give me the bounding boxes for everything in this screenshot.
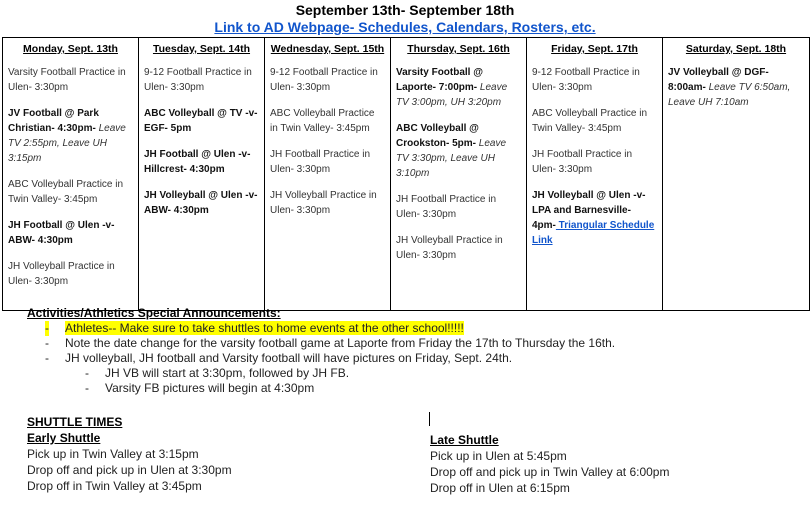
schedule-event bbox=[270, 65, 385, 95]
early-shuttle-section bbox=[27, 414, 232, 494]
schedule-event bbox=[396, 65, 521, 110]
schedule-event bbox=[532, 106, 657, 136]
event-text: Varsity Football Practice in Ulen- 3:30pm bbox=[8, 67, 126, 93]
announcement-item bbox=[27, 321, 615, 336]
late-shuttle-heading: Late Shuttle bbox=[430, 433, 499, 447]
day-heading: Monday, Sept. 13th bbox=[23, 43, 118, 55]
shuttle-line: Pick up in Ulen at 5:45pm bbox=[430, 449, 567, 463]
event-text: JH Football Practice in Ulen- 3:30pm bbox=[270, 149, 371, 175]
day-heading: Saturday, Sept. 18th bbox=[685, 43, 787, 55]
page-title: September 13th- September 18th bbox=[295, 2, 515, 18]
early-shuttle-heading: Early Shuttle bbox=[27, 431, 101, 445]
announcement-item: - Note the date change for the varsity football game at Laporte from Friday the 17th to Thursday the 16th. bbox=[27, 336, 615, 351]
event-title: ABC Volleyball @ Crookston- 5pm- bbox=[396, 123, 479, 149]
event-text: 9-12 Football Practice in Ulen- 3:30pm bbox=[532, 67, 640, 93]
announcements-title: Activities/Athletics Special Announcements: bbox=[27, 306, 281, 320]
shuttle-line: Drop off and pick up in Twin Valley at 6:00pm bbox=[430, 465, 670, 479]
event-text: ABC Volleyball Practice in Twin Valley- 3:45pm bbox=[8, 179, 124, 205]
event-title: JH Volleyball @ Ulen -v- ABW- 4:30pm bbox=[144, 190, 258, 216]
day-heading: Thursday, Sept. 16th bbox=[407, 43, 510, 55]
event-text: JH Volleyball Practice in Ulen- 3:30pm bbox=[270, 190, 377, 216]
announcement-item: - JH volleyball, JH football and Varsity football will have pictures on Friday, Sept. 24th. bbox=[27, 351, 615, 366]
schedule-event bbox=[396, 192, 521, 222]
shuttle-line: Drop off in Ulen at 6:15pm bbox=[430, 481, 570, 495]
day-column-friday bbox=[527, 38, 663, 311]
shuttle-line: Drop off and pick up in Ulen at 3:30pm bbox=[27, 463, 232, 477]
day-heading: Tuesday, Sept. 14th bbox=[152, 43, 251, 55]
event-title: JH Football @ Ulen -v- Hillcrest- 4:30pm bbox=[144, 149, 251, 175]
schedule-event bbox=[144, 106, 259, 136]
event-text: ABC Volleyball Practice in Twin Valley- 3:45pm bbox=[532, 108, 648, 134]
announcement-subitem: - Varsity FB pictures will begin at 4:30pm bbox=[27, 381, 615, 396]
schedule-event bbox=[144, 147, 259, 177]
weekly-schedule-table bbox=[2, 37, 810, 311]
event-text: JH Volleyball Practice in Ulen- 3:30pm bbox=[396, 235, 503, 261]
day-column-thursday bbox=[391, 38, 527, 311]
event-title: JV Football @ Park Christian- 4:30pm- bbox=[8, 108, 99, 134]
schedule-event bbox=[396, 121, 521, 181]
event-departure-note: Leave TV 3:30pm, Leave UH 3:10pm bbox=[396, 138, 507, 179]
event-text: 9-12 Football Practice in Ulen- 3:30pm bbox=[144, 67, 252, 93]
schedule-event bbox=[532, 188, 657, 248]
event-departure-note: Leave TV 2:55pm, Leave UH 3:15pm bbox=[8, 123, 126, 164]
announcement-list bbox=[27, 321, 615, 396]
schedule-event bbox=[668, 65, 804, 110]
text-cursor bbox=[429, 412, 430, 426]
day-column-saturday bbox=[663, 38, 810, 311]
event-departure-note: Leave TV 6:50am, Leave UH 7:10am bbox=[668, 82, 791, 108]
schedule-event bbox=[144, 65, 259, 95]
event-departure-note: Leave TV 3:00pm, UH 3:20pm bbox=[396, 82, 508, 108]
announcements-section bbox=[27, 306, 615, 396]
shuttle-line: Drop off in Twin Valley at 3:45pm bbox=[27, 479, 202, 493]
event-text: ABC Volleyball Practice in Twin Valley- 3:45pm bbox=[270, 108, 375, 134]
shuttle-line: Pick up in Twin Valley at 3:15pm bbox=[27, 447, 199, 461]
event-title: JV Volleyball @ DGF- 8:00am- bbox=[668, 67, 769, 93]
schedule-event bbox=[8, 177, 133, 207]
schedule-event bbox=[8, 106, 133, 166]
schedule-event bbox=[532, 65, 657, 95]
event-text: JH Football Practice in Ulen- 3:30pm bbox=[532, 149, 633, 175]
announcement-subitem: - JH VB will start at 3:30pm, followed by JH FB. bbox=[27, 366, 615, 381]
event-title: JH Football @ Ulen -v- ABW- 4:30pm bbox=[8, 220, 115, 246]
day-heading: Friday, Sept. 17th bbox=[551, 43, 638, 55]
event-title: Varsity Football @ Laporte- 7:00pm- bbox=[396, 67, 483, 93]
event-text: 9-12 Football Practice in Ulen- 3:30pm bbox=[270, 67, 378, 93]
day-heading: Wednesday, Sept. 15th bbox=[270, 43, 385, 55]
event-text: JH Volleyball Practice in Ulen- 3:30pm bbox=[8, 261, 115, 287]
schedule-event bbox=[144, 188, 259, 218]
event-title: ABC Volleyball @ TV -v- EGF- 5pm bbox=[144, 108, 258, 134]
schedule-event bbox=[8, 65, 133, 95]
shuttle-times-title: SHUTTLE TIMES bbox=[27, 415, 123, 429]
day-column-monday bbox=[3, 38, 139, 311]
schedule-event bbox=[8, 218, 133, 248]
day-column-tuesday bbox=[139, 38, 265, 311]
ad-webpage-link[interactable]: Link to AD Webpage- Schedules, Calendars, Rosters, etc. bbox=[214, 19, 596, 35]
event-text: JH Football Practice in Ulen- 3:30pm bbox=[396, 194, 497, 220]
schedule-event bbox=[396, 233, 521, 263]
schedule-event bbox=[270, 147, 385, 177]
schedule-event bbox=[270, 188, 385, 218]
event-title: JH Volleyball @ Ulen -v- LPA and Barnesville- 4pm- bbox=[532, 190, 646, 231]
triangular-schedule-link[interactable]: Triangular Schedule Link bbox=[532, 220, 655, 246]
announcement-text: Athletes-- Make sure to take shuttles to home events at the other school!!!!! bbox=[65, 321, 464, 335]
day-column-wednesday bbox=[265, 38, 391, 311]
late-shuttle-section bbox=[430, 432, 669, 496]
schedule-event bbox=[270, 106, 385, 136]
schedule-event bbox=[532, 147, 657, 177]
schedule-event bbox=[8, 259, 133, 289]
